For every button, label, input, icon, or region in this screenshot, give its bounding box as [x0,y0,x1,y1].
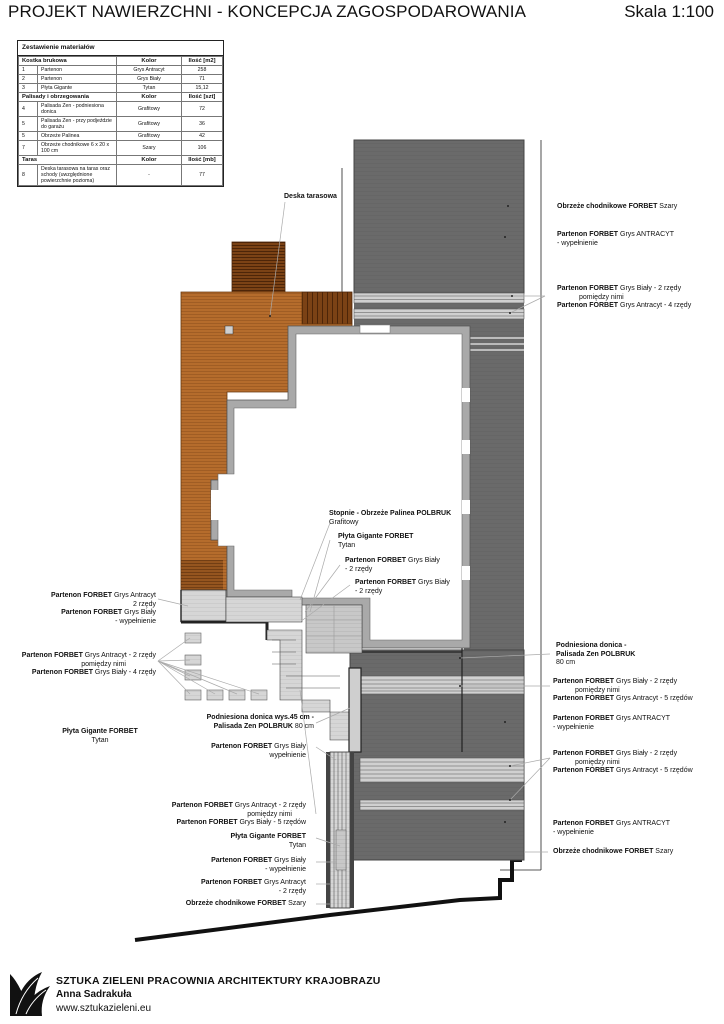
label-band-low: Partenon FORBET Grys Biały - 2 rzędy pomiędzy nimi Partenon FORBET Grys Antracyt - 5 rzędów [553,750,693,774]
label-antracyt-fill-top: Partenon FORBET Grys ANTRACYT - wypełnienie [557,231,675,247]
cell-qty: 36 [182,117,223,132]
cell-color: - [117,165,182,186]
cell-no: 7 [19,141,38,156]
cell-color: Szary [117,141,182,156]
col-header: Ilość [szt] [182,93,223,102]
cell-name: Partenon [38,75,117,84]
label-bialy-fill: Partenon FORBET Grys Biały wypełnienie [211,743,306,759]
label-bialy-2rows-b: Partenon FORBET Grys Biały - 2 rzędy [355,579,450,595]
cell-qty: 42 [182,132,223,141]
label-walkway-edge: Obrzeże chodnikowe FORBET Szary [185,900,306,907]
col-header: Ilość [mb] [182,156,223,165]
label-deck: Deska tarasowa [284,193,337,200]
cell-no: 5 [19,132,38,141]
col-header: Kostka brukowa [19,57,117,66]
cell-qty: 106 [182,141,223,156]
cell-no: 1 [19,66,38,75]
label-band-top: Partenon FORBET Grys Biały - 2 rzędy pomiędzy nimi Partenon FORBET Grys Antracyt - 4 rzędy [557,285,692,309]
col-header: Taras [19,156,117,165]
cell-no: 4 [19,102,38,117]
studio-logo-icon [8,968,52,1018]
footer-author: Anna Sadrakuła [56,989,132,1000]
label-walkway-fill: Partenon FORBET Grys Biały - wypełnienie [211,857,306,873]
cell-color: Tytan [117,84,182,93]
cell-name: Partenon [38,66,117,75]
label-antracyt-fill-mid: Partenon FORBET Grys ANTRACYT - wypełnienie [553,715,671,731]
cell-name: Deska tarasowa na taras oraz schody (uwzględnione powierzchnie pozioma) [38,165,117,186]
cell-name: Płyta Gigante [38,84,117,93]
cell-qty: 72 [182,102,223,117]
label-planter-mid: Podniesiona donica wys.45 cm - Palisada Zen POLBRUK 80 cm [206,714,314,730]
cell-color: Grafitowy [117,132,182,141]
col-header: Palisady i obrzegowania [19,93,117,102]
cell-no: 2 [19,75,38,84]
cell-qty: 258 [182,66,223,75]
page-title: PROJEKT NAWIERZCHNI - KONCEPCJA ZAGOSPODAROWANIA [8,2,527,21]
label-edge-top: Obrzeże chodnikowe FORBET Szary [557,203,678,210]
cell-qty: 77 [182,165,223,186]
label-antracyt-fill-low: Partenon FORBET Grys ANTRACYT - wypełnienie [553,820,671,836]
label-left-stones: Partenon FORBET Grys Antracyt - 2 rzędy pomiędzy nimi Partenon FORBET Grys Biały - 4 rzędy [21,652,156,676]
cell-name: Palisada Zen - podniesiona donica [38,102,117,117]
label-left-path: Partenon FORBET Grys Antracyt 2 rzędy Partenon FORBET Grys Biały - wypełnienie [50,592,156,625]
footer-studio: SZTUKA ZIELENI PRACOWNIA ARCHITEKTURY KRAJOBRAZU [56,975,381,987]
label-steps: Stopnie - Obrzeże Palinea POLBRUK Grafitowy [329,510,452,526]
scale-label: Skala 1:100 [624,2,714,21]
cell-name: Obrzeże Palinea [38,132,117,141]
col-header: Ilość [m2] [182,57,223,66]
cell-name: Palisada Zen - przy podjeździe do garażu [38,117,117,132]
col-header: Kolor [117,93,182,102]
cell-color: Grys Biały [117,75,182,84]
label-gigante-left: Płyta Gigante FORBET Tytan [62,728,138,744]
cell-no: 8 [19,165,38,186]
stepping-stones [185,633,267,700]
cell-no: 3 [19,84,38,93]
cell-qty: 71 [182,75,223,84]
label-band-mid: Partenon FORBET Grys Biały - 2 rzędy pomiędzy nimi Partenon FORBET Grys Antracyt - 5 rzędów [553,678,693,702]
label-edge-bottom: Obrzeże chodnikowe FORBET Szary [553,848,674,855]
cell-color: Grafitowy [117,117,182,132]
footer-website[interactable]: www.sztukazieleni.eu [56,1003,152,1014]
cell-no: 5 [19,117,38,132]
cell-color: Grys Antracyt [117,66,182,75]
label-walkway-bands: Partenon FORBET Grys Antracyt - 2 rzędy pomiędzy nimi Partenon FORBET Grys Biały - 5 rzędów [171,802,306,826]
cell-name: Obrzeże chodnikowe 6 x 20 x 100 cm [38,141,117,156]
cell-color: Grafitowy [117,102,182,117]
materials-title: Zestawienie materiałów [18,41,223,56]
label-bialy-2rows-a: Partenon FORBET Grys Biały - 2 rzędy [345,557,440,573]
col-header: Kolor [117,57,182,66]
cell-qty: 15,12 [182,84,223,93]
label-walkway-antracyt: Partenon FORBET Grys Antracyt - 2 rzędy [200,879,306,895]
label-planter-right: Podniesiona donica - Palisada Zen POLBRUK 80 cm [556,642,636,666]
label-gigante-top: Płyta Gigante FORBET Tytan [338,533,414,549]
label-gigante-walkway: Płyta Gigante FORBET Tytan [230,833,306,849]
col-header: Kolor [117,156,182,165]
